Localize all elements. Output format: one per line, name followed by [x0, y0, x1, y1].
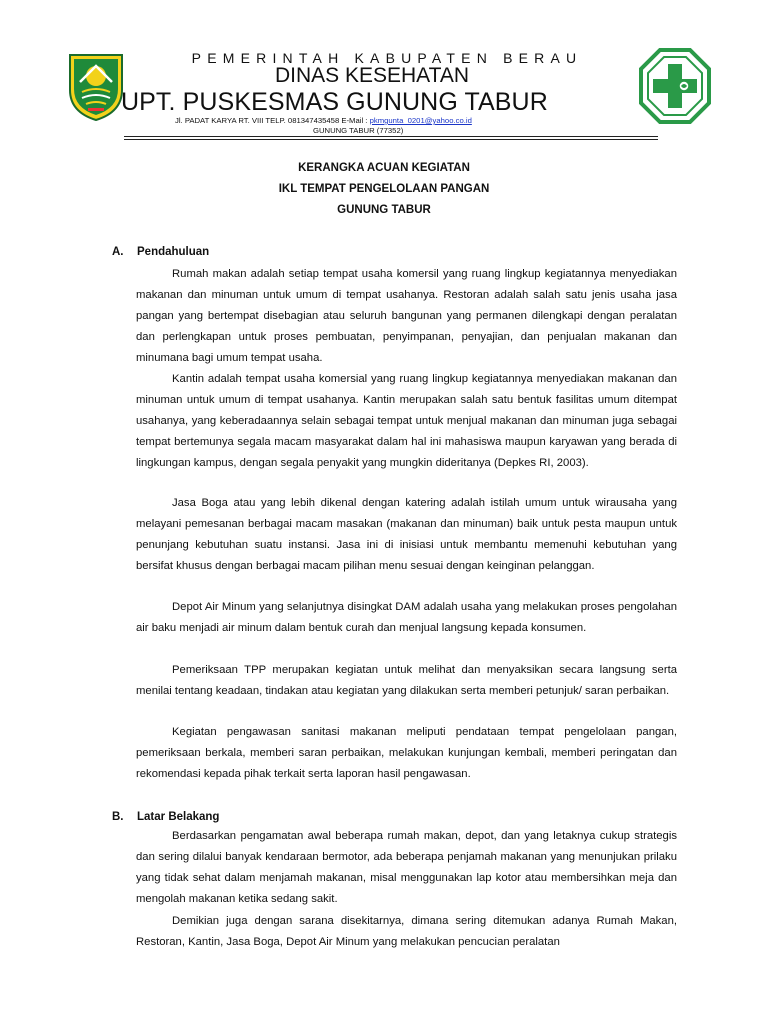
document-title-line-1: KERANGKA ACUAN KEGIATAN: [298, 162, 470, 174]
section-letter: A.: [112, 246, 124, 258]
puskesmas-cross-icon: [638, 47, 712, 125]
letterhead: [0, 0, 768, 140]
header-rule-bottom: [124, 139, 658, 140]
paragraph: Demikian juga dengan sarana disekitarnya, dimana sering ditemukan adanya Rumah Makan, Restoran, Kantin, Jasa Boga, Depot Air Minum yang melakukan pencucian peralatan: [136, 915, 677, 948]
paragraph: Berdasarkan pengamatan awal beberapa rumah makan, depot, dan yang letaknya cukup strategis dan sering dilalui banyak kendaraan bermotor, ada beberapa penjamah makanan yang menunjukan prilaku yang tidak sehat dalam menjamah makanan, misal menggunakan lap kotor atau membersihkan meja dan mengolah makanan ketika sedang sakit.: [136, 830, 677, 905]
section-letter: B.: [112, 811, 124, 823]
paragraph: Kantin adalah tempat usaha komersial yang ruang lingkup kegiatannya menyediakan makanan dan minuman untuk umum di tempat usahanya. Kantin merupakan salah satu bentuk fasilitas umum ditempat usahanya, yang keberadaannya selain sebagai tempat untuk menjual makanan dan minuman juga sebagai tempat bertemunya segala macam masyarakat dalam hal ini mahasiswa maupun karyawan yang berada di lingkungan kampus, dengan segala penyakit yang mungkin dideritanya (Depkes RI, 2003).: [136, 373, 677, 469]
header-rule-top: [124, 136, 658, 137]
government-name: PEMERINTAH KABUPATEN BERAU: [191, 50, 583, 66]
paragraph: Rumah makan adalah setiap tempat usaha komersil yang ruang lingkup kegiatannya menyediakan makanan dan minuman untuk umum di tempat usahanya. Restoran adalah salah satu jenis usaha jasa pangan yang bertempat disebagian atau seluruh bangunan yang permanen dilengkapi dengan peralatan dan perlengkapan untuk proses pembuatan, penyimpanan, penyajian, dan penjualan makanan dan minumana bagi umum tempat usaha.: [136, 268, 677, 364]
address-text: Jl. PADAT KARYA RT. VIII TELP. 081347435458 E-Mail :: [175, 116, 370, 125]
institution-name: UPT. PUSKESMAS GUNUNG TABUR: [121, 88, 548, 116]
section-heading-latar-belakang: [112, 811, 219, 823]
email-link[interactable]: pkmgunta_0201@yahoo.co.id: [369, 116, 472, 125]
address-city: GUNUNG TABUR (77352): [313, 126, 404, 135]
document-title-line-3: GUNUNG TABUR: [337, 204, 431, 216]
section-title: Latar Belakang: [137, 811, 220, 823]
section-title: Pendahuluan: [137, 246, 210, 258]
document-title-line-2: IKL TEMPAT PENGELOLAAN PANGAN: [278, 183, 490, 195]
agency-name: DINAS KESEHATAN: [274, 64, 470, 87]
paragraph: Kegiatan pengawasan sanitasi makanan meliputi pendataan tempat pengelolaan pangan, pemeriksaan berkala, memberi saran perbaikan, melakukan kunjungan kembali, memberi peringatan dan rekomendasi kepada pihak terkait serta laporan hasil pengawasan.: [136, 726, 677, 780]
paragraph: Jasa Boga atau yang lebih dikenal dengan katering adalah istilah umum untuk wirausaha yang melayani pemesanan berbagai macam masakan (makanan dan minuman) baik untuk pesta maupun untuk penunjang kebutuhan suatu instansi. Jasa ini di inisiasi untuk membantu memenuhi kebutuhan yang bersifat khusus dengan berbagai macam pilihan menu sesuai dengan keinginan pelanggan.: [136, 497, 677, 572]
paragraph: Pemeriksaan TPP merupakan kegiatan untuk melihat dan menyaksikan secara langsung serta menilai tentang keadaan, tindakan atau kegiatan yang dilakukan serta memberi petunjuk/ saran perbaikan.: [136, 664, 677, 697]
section-heading-pendahuluan: [112, 246, 209, 258]
paragraph: Depot Air Minum yang selanjutnya disingkat DAM adalah usaha yang melakukan proses pengolahan air baku menjadi air minum dalam bentuk curah dan menjual langsung kepada konsumen.: [136, 601, 677, 634]
address-line: [175, 116, 472, 125]
